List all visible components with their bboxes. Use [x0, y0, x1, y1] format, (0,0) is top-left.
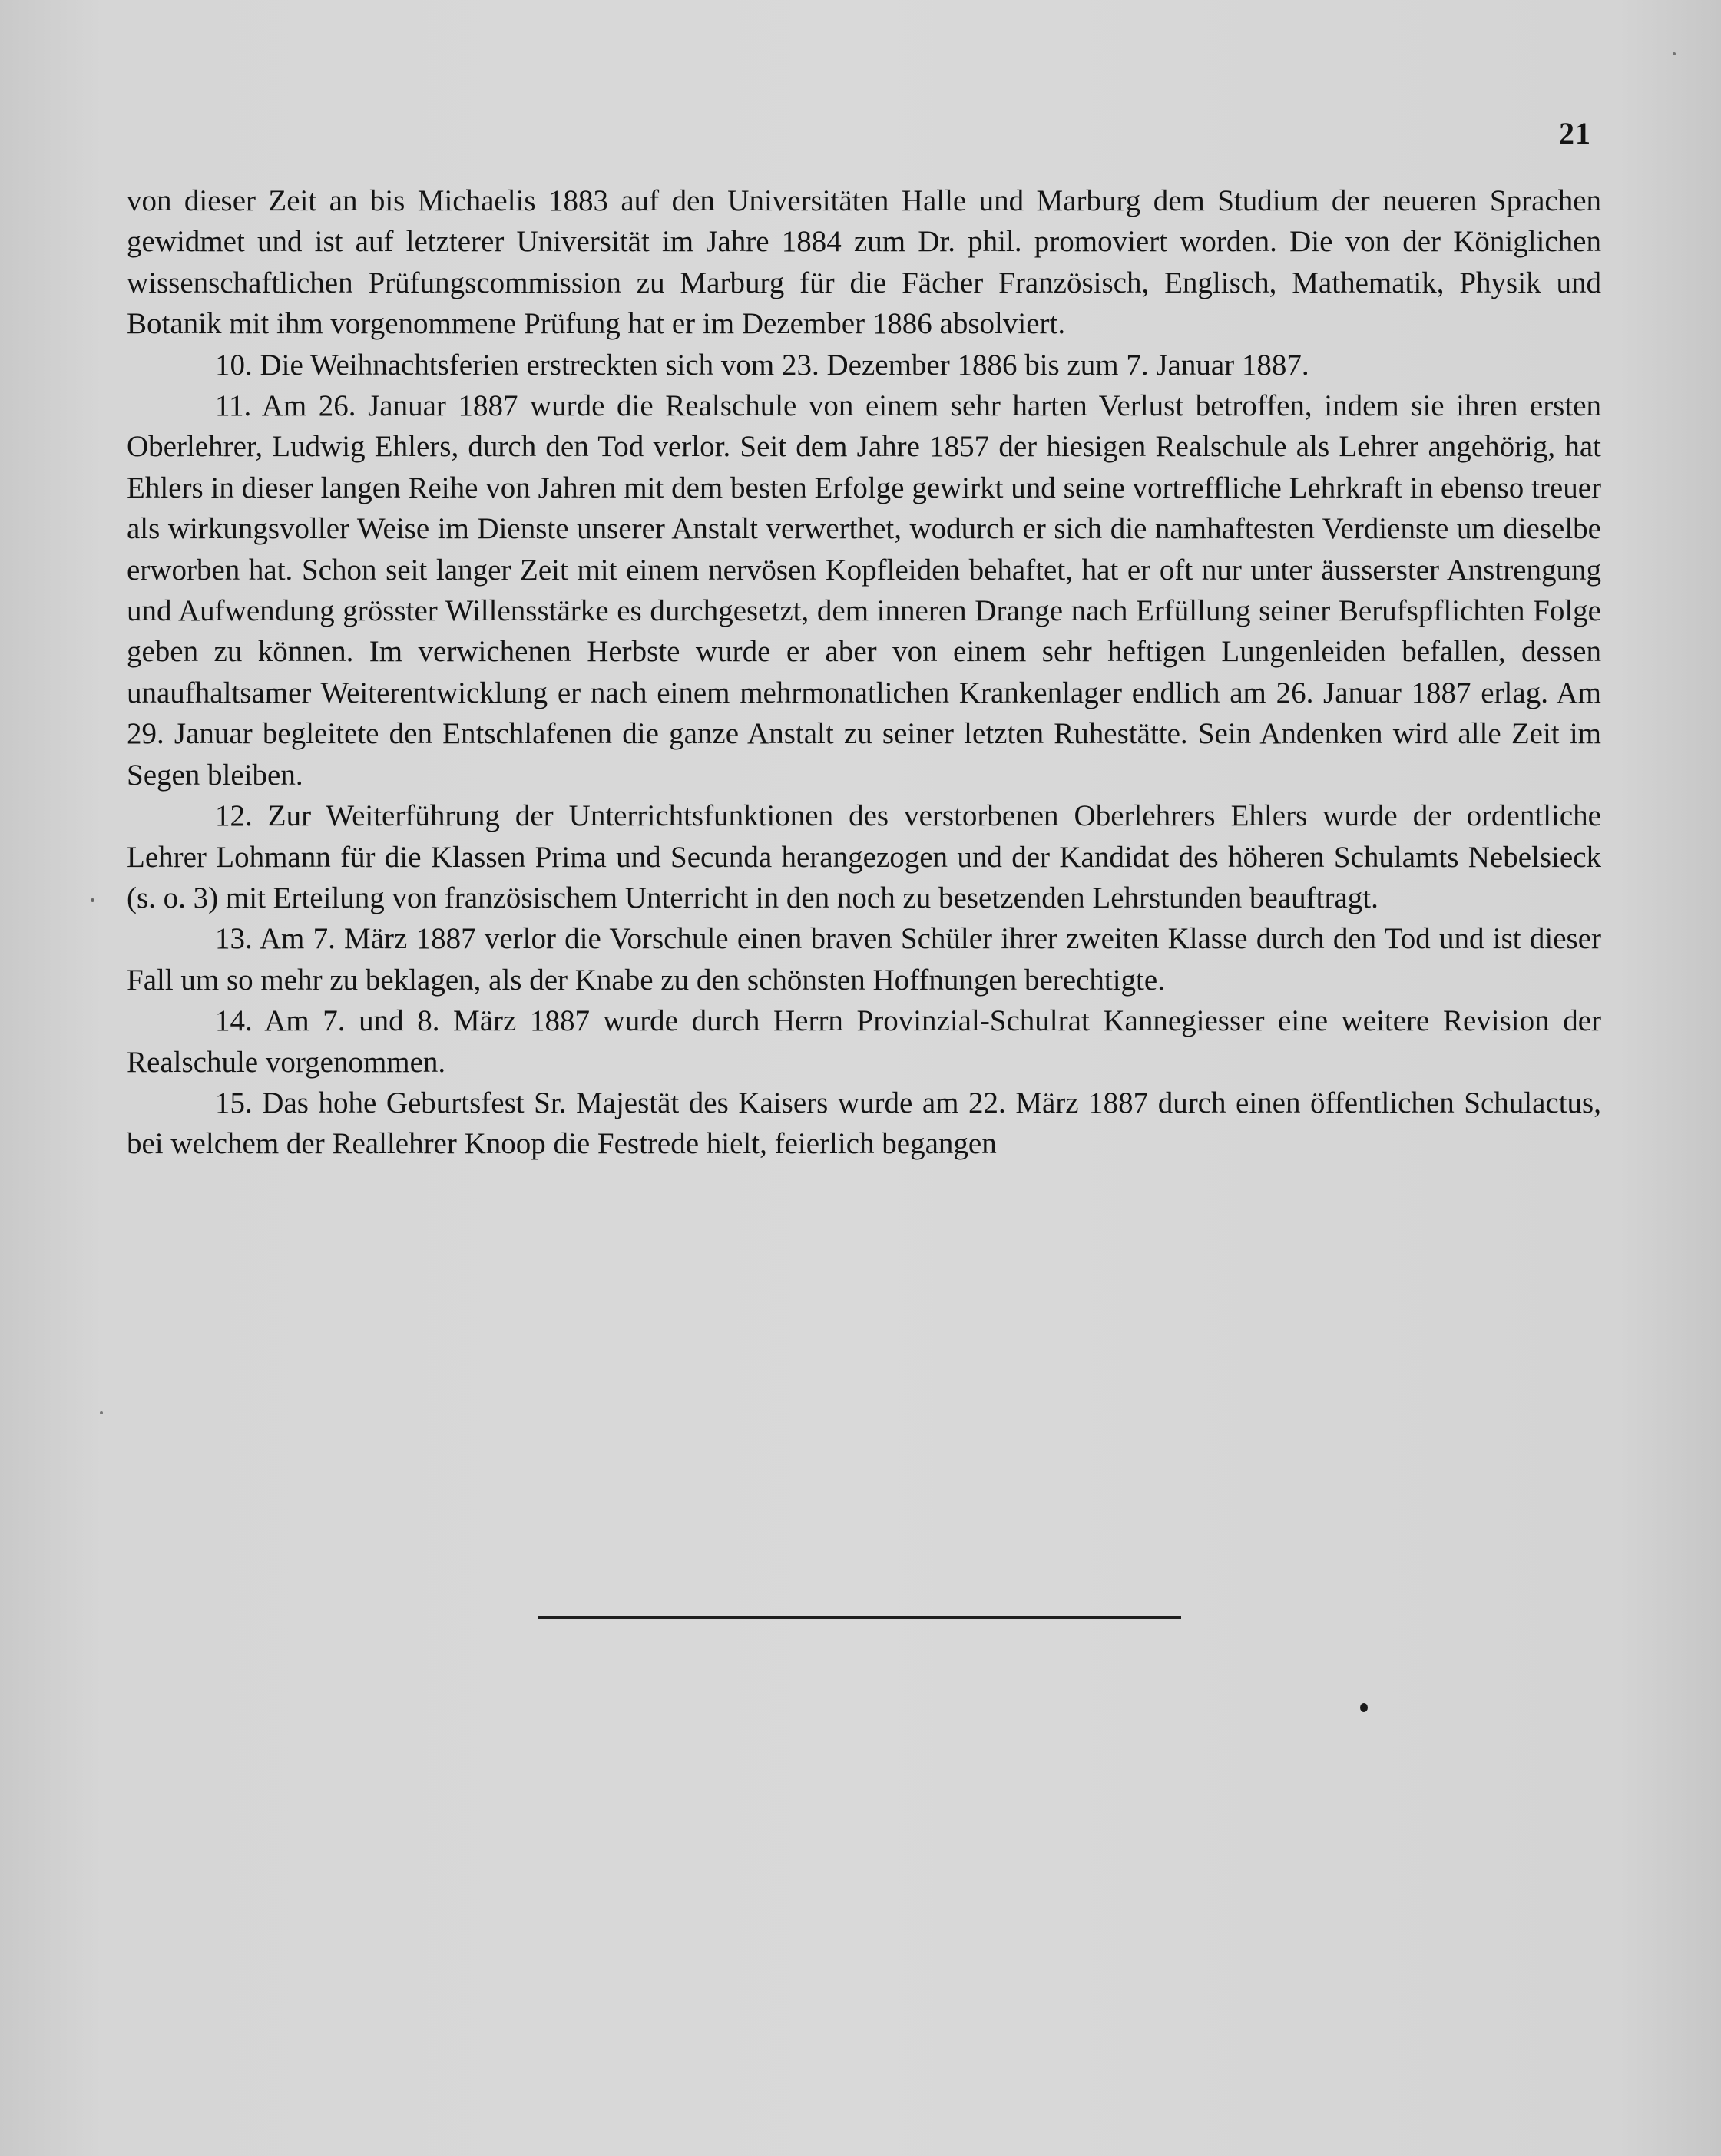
paragraph-item-15: 15. Das hohe Geburtsfest Sr. Majestät des Kaisers wurde am 22. März 1887 durch einen öffentlichen Schulactus, bei welchem der Reallehrer Knoop die Festrede hielt, feierlich begangen — [127, 1086, 1601, 1161]
paragraph-item-11: 11. Am 26. Januar 1887 wurde die Realschule von einem sehr harten Verlust betroffen, indem sie ihren ersten Oberlehrer, Ludwig Ehlers, durch den Tod verlor. Seit dem Jahre 1857 der hiesigen Realschule als Lehrer angehörig, hat Ehlers in dieser langen Reihe von Jahren mit dem besten Erfolge gewirkt und seine vortreffliche Lehrkraft in ebenso treuer als wirkungsvoller Weise im Dienste unserer Anstalt verwerthet, wodurch er sich die namhaftesten Verdienste um dieselbe erworben hat. Schon seit langer Zeit mit einem nervösen Kopfleiden behaftet, hat er oft nur unter äusserster Anstrengung und Aufwendung grösster Willensstärke es durchgesetzt, dem inneren Drange nach Erfüllung seiner Berufspflichten Folge geben zu können. Im verwichenen Herbste wurde er aber von einem sehr heftigen Lungenleiden befallen, dessen unaufhaltsamer Weiterentwicklung er nach einem mehrmonatlichen Krankenlager endlich am 26. Januar 1887 erlag. Am 29. Januar begleitete den Entschlafenen die ganze Anstalt zu seiner letzten Ruhestätte. Sein Andenken wird alle Zeit im Segen bleiben. — [127, 389, 1601, 792]
paragraph-continued: von dieser Zeit an bis Michaelis 1883 auf den Universitäten Halle und Marburg dem Studium der neueren Sprachen gewidmet und ist auf letzterer Universität im Jahre 1884 zum Dr. phil. promoviert worden. Die von der Königlichen wissenschaftlichen Prüfungscommission zu Marburg für die Fächer Französisch, Englisch, Mathematik, Physik und Botanik mit ihm vorgenommene Prüfung hat er im Dezember 1886 absolviert. — [127, 184, 1601, 341]
ink-speck — [1673, 52, 1676, 55]
ink-speck — [91, 898, 94, 902]
paragraph-item-14: 14. Am 7. und 8. März 1887 wurde durch Herrn Provinzial-Schulrat Kannegiesser eine weitere Revision der Realschule vorgenommen. — [127, 1004, 1601, 1079]
ink-speck — [100, 1411, 103, 1414]
ink-speck — [1360, 1703, 1368, 1712]
body-text — [127, 180, 1601, 1165]
paragraph-item-10: 10. Die Weihnachtsferien erstreckten sich vom 23. Dezember 1886 bis zum 7. Januar 1887. — [215, 348, 1309, 382]
paragraph-item-12: 12. Zur Weiterführung der Unterrichtsfunktionen des verstorbenen Oberlehrers Ehlers wurde der ordentliche Lehrer Lohmann für die Klassen Prima und Secunda herangezogen und der Kandidat des höheren Schulamts Nebelsieck (s. o. 3) mit Erteilung von französischem Unterricht in den noch zu besetzenden Lehrstunden beauftragt. — [127, 799, 1601, 914]
section-divider — [538, 1616, 1181, 1619]
page-number: 21 — [1559, 116, 1591, 150]
paragraph-item-13: 13. Am 7. März 1887 verlor die Vorschule einen braven Schüler ihrer zweiten Klasse durch den Tod und ist dieser Fall um so mehr zu beklagen, als der Knabe zu den schönsten Hoffnungen berechtigte. — [127, 922, 1601, 997]
